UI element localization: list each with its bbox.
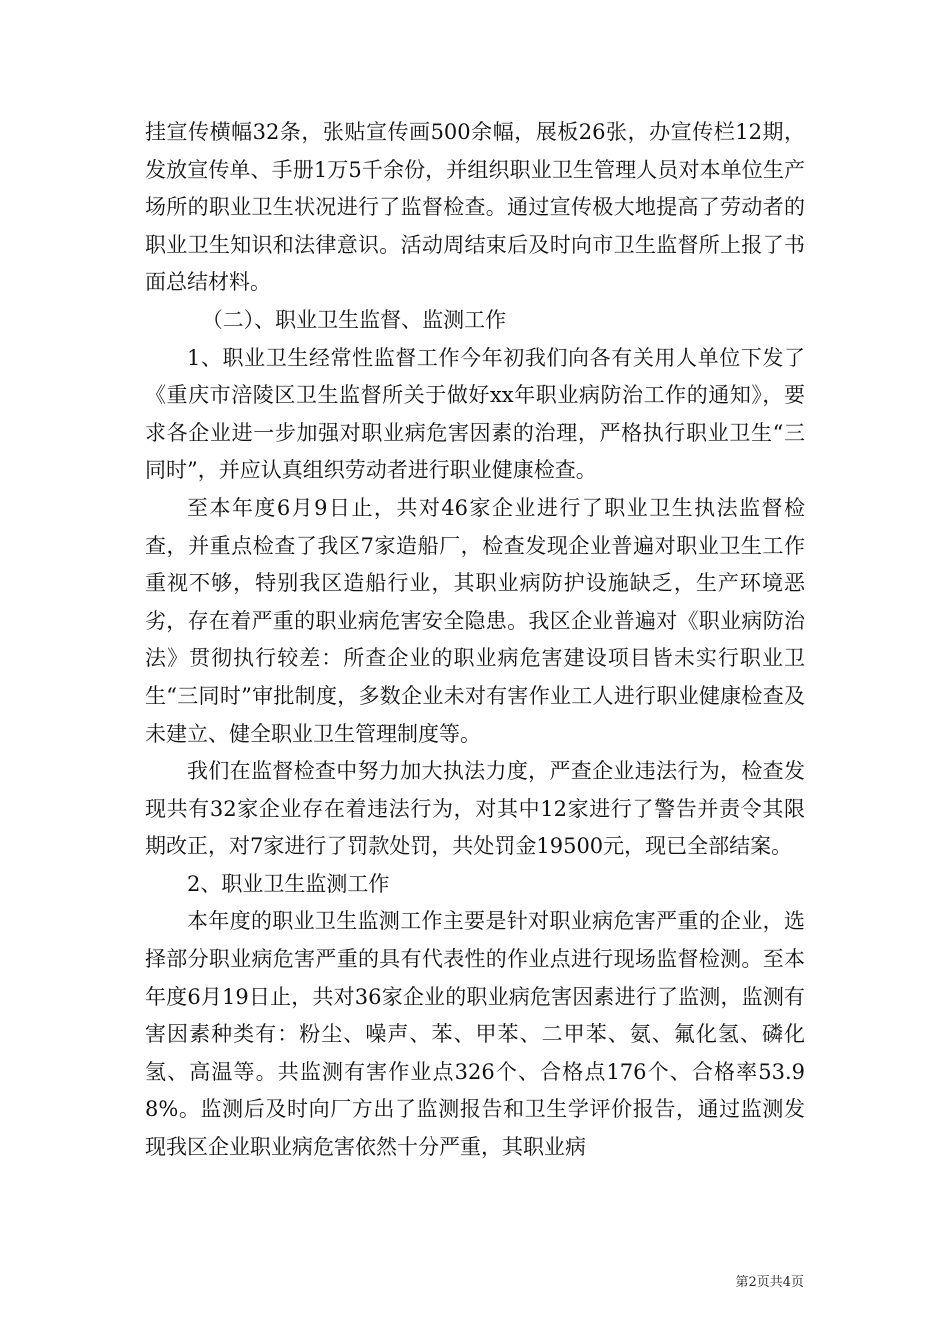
section-heading-supervision-monitoring: （二）、职业卫生监督、监测工作 — [201, 307, 507, 332]
document-body — [145, 114, 805, 1167]
subheading-monitoring-work: 2、职业卫生监测工作 — [187, 871, 390, 896]
paragraph-routine-supervision: 1、职业卫生经常性监督工作今年初我们向各有关用人单位下发了《重庆市涪陵区卫生监督所关于做好xx年职业病防治工作的通知》，要求各企业进一步加强对职业病危害因素的治理，严格执行职业卫生“三同时”，并应认真组织劳动者进行职业健康检查。 — [145, 345, 805, 483]
paragraph-monitoring-details: 本年度的职业卫生监测工作主要是针对职业病危害严重的企业，选择部分职业病危害严重的具有代表性的作业点进行现场监督检测。至本年度6月19日止，共对36家企业的职业病危害因素进行了监测，监测有害因素种类有：粉尘、噪声、苯、甲苯、二甲苯、氨、氟化氢、磷化氢、高温等。共监测有害作业点326个、合格点176个、合格率53.98%。监测后及时向厂方出了监测报告和卫生学评价报告，通过监测发现我区企业职业病危害依然十分严重，其职业病 — [145, 909, 805, 1160]
page-number-footer: 第2页共4页 — [735, 1275, 804, 1290]
paragraph-enforcement: 我们在监督检查中努力加大执法力度，严查企业违法行为，检查发现共有32家企业存在着违法行为，对其中12家进行了警告并责令其限期改正，对7家进行了罚款处罚，共处罚金19500元，现已全部结案。 — [145, 759, 805, 859]
paragraph-publicity-summary: 挂宣传横幅32条，张贴宣传画500余幅，展板26张，办宣传栏12期，发放宣传单、手册1万5千余份，并组织职业卫生管理人员对本单位生产场所的职业卫生状况进行了监督检查。通过宣传极大地提高了劳动者的职业卫生知识和法律意识。活动周结束后及时向市卫生监督所上报了书面总结材料。 — [145, 120, 805, 295]
paragraph-inspection-results: 至本年度6月9日止，共对46家企业进行了职业卫生执法监督检查，并重点检查了我区7家造船厂，检查发现企业普遍对职业卫生工作重视不够，特别我区造船行业，其职业病防护设施缺乏，生产环境恶劣，存在着严重的职业病危害安全隐患。我区企业普遍对《职业病防治法》贯彻执行较差：所查企业的职业病危害建设项目皆未实行职业卫生“三同时”审批制度，多数企业未对有害作业工人进行职业健康检查及未建立、健全职业卫生管理制度等。 — [145, 495, 805, 746]
